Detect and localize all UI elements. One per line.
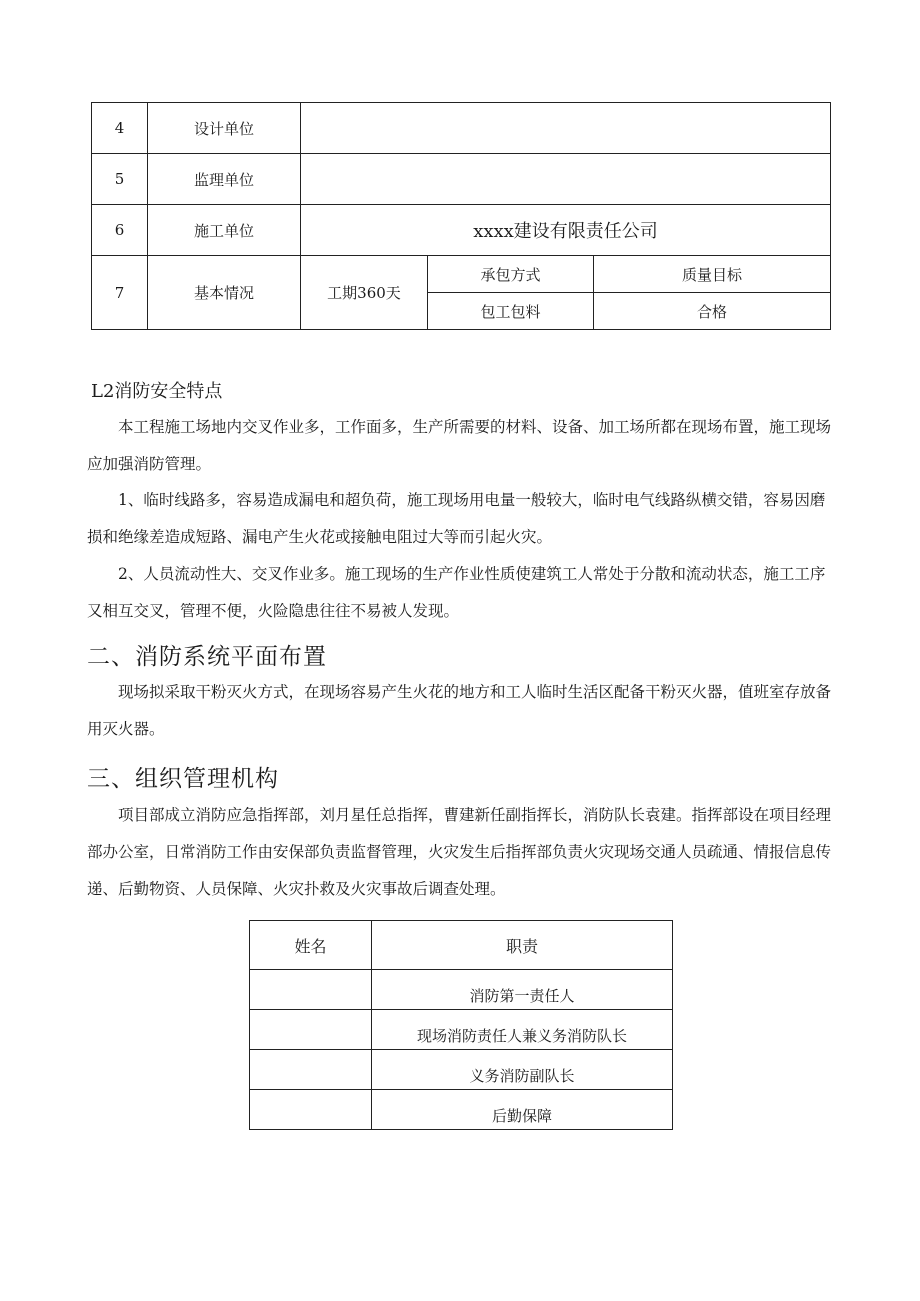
construction-period: 工期360天 [301, 256, 428, 330]
table-row [250, 1090, 673, 1130]
paragraph-organization: 项目部成立消防应急指挥部，刘月星任总指挥，曹建新任副指挥长，消防队长袁建。指挥部设在项目经理部办公室，日常消防工作由安保部负责监督管理，火灾发生后指挥部负责火灾现场交通人员疏通、情报信息传递、后勤物资、人员保障、火灾扑救及火灾事故后调查处理。 [87, 806, 832, 898]
subsection-title: L2消防安全特点 [91, 381, 223, 402]
table-header-row [250, 921, 673, 970]
row-label: 基本情况 [148, 256, 301, 330]
header-name: 姓名 [250, 921, 372, 970]
header-duty: 职责 [372, 921, 673, 970]
paragraph-intro: 本工程施工场地内交叉作业多，工作面多，生产所需要的材料、设备、加工场所都在现场布置，施工现场应加强消防管理。 [87, 418, 832, 473]
contract-method-header: 承包方式 [428, 256, 594, 293]
row-label: 设计单位 [148, 103, 301, 154]
staff-table [249, 920, 673, 1130]
row-value [301, 154, 831, 205]
contract-method-value: 包工包料 [428, 293, 594, 330]
section-title-layout: 二、消防系统平面布置 [87, 644, 327, 670]
table-row [92, 103, 831, 154]
staff-name [250, 970, 372, 1010]
table-row [92, 205, 831, 256]
staff-duty: 义务消防副队长 [372, 1050, 673, 1090]
staff-duty: 后勤保障 [372, 1090, 673, 1130]
staff-duty: 现场消防责任人兼义务消防队长 [372, 1010, 673, 1050]
table-row [92, 256, 831, 293]
contractor-name: xxxx建设有限责任公司 [301, 205, 831, 256]
staff-name [250, 1090, 372, 1130]
quality-target-value: 合格 [594, 293, 831, 330]
row-number: 5 [92, 154, 148, 205]
paragraph-point-2: 2、人员流动性大、交叉作业多。施工现场的生产作业性质使建筑工人常处于分散和流动状态，施工工序又相互交叉，管理不便，火险隐患往往不易被人发现。 [87, 565, 826, 620]
project-info-table [91, 102, 831, 330]
table-row [250, 1010, 673, 1050]
row-number: 6 [92, 205, 148, 256]
quality-target-header: 质量目标 [594, 256, 831, 293]
staff-name [250, 1050, 372, 1090]
table-row [250, 1050, 673, 1090]
section-title-organization: 三、组织管理机构 [87, 766, 279, 792]
row-number: 4 [92, 103, 148, 154]
row-number: 7 [92, 256, 148, 330]
row-value [301, 103, 831, 154]
row-label: 施工单位 [148, 205, 301, 256]
paragraph-point-1: 1、临时线路多，容易造成漏电和超负荷，施工现场用电量一般较大，临时电气线路纵横交错，容易因磨损和绝缘差造成短路、漏电产生火花或接触电阻过大等而引起火灾。 [87, 491, 826, 546]
staff-name [250, 1010, 372, 1050]
staff-duty: 消防第一责任人 [372, 970, 673, 1010]
table-row [250, 970, 673, 1010]
row-label: 监理单位 [148, 154, 301, 205]
paragraph-layout: 现场拟采取干粉灭火方式，在现场容易产生火花的地方和工人临时生活区配备干粉灭火器，值班室存放备用灭火器。 [87, 683, 832, 738]
table-row [92, 154, 831, 205]
